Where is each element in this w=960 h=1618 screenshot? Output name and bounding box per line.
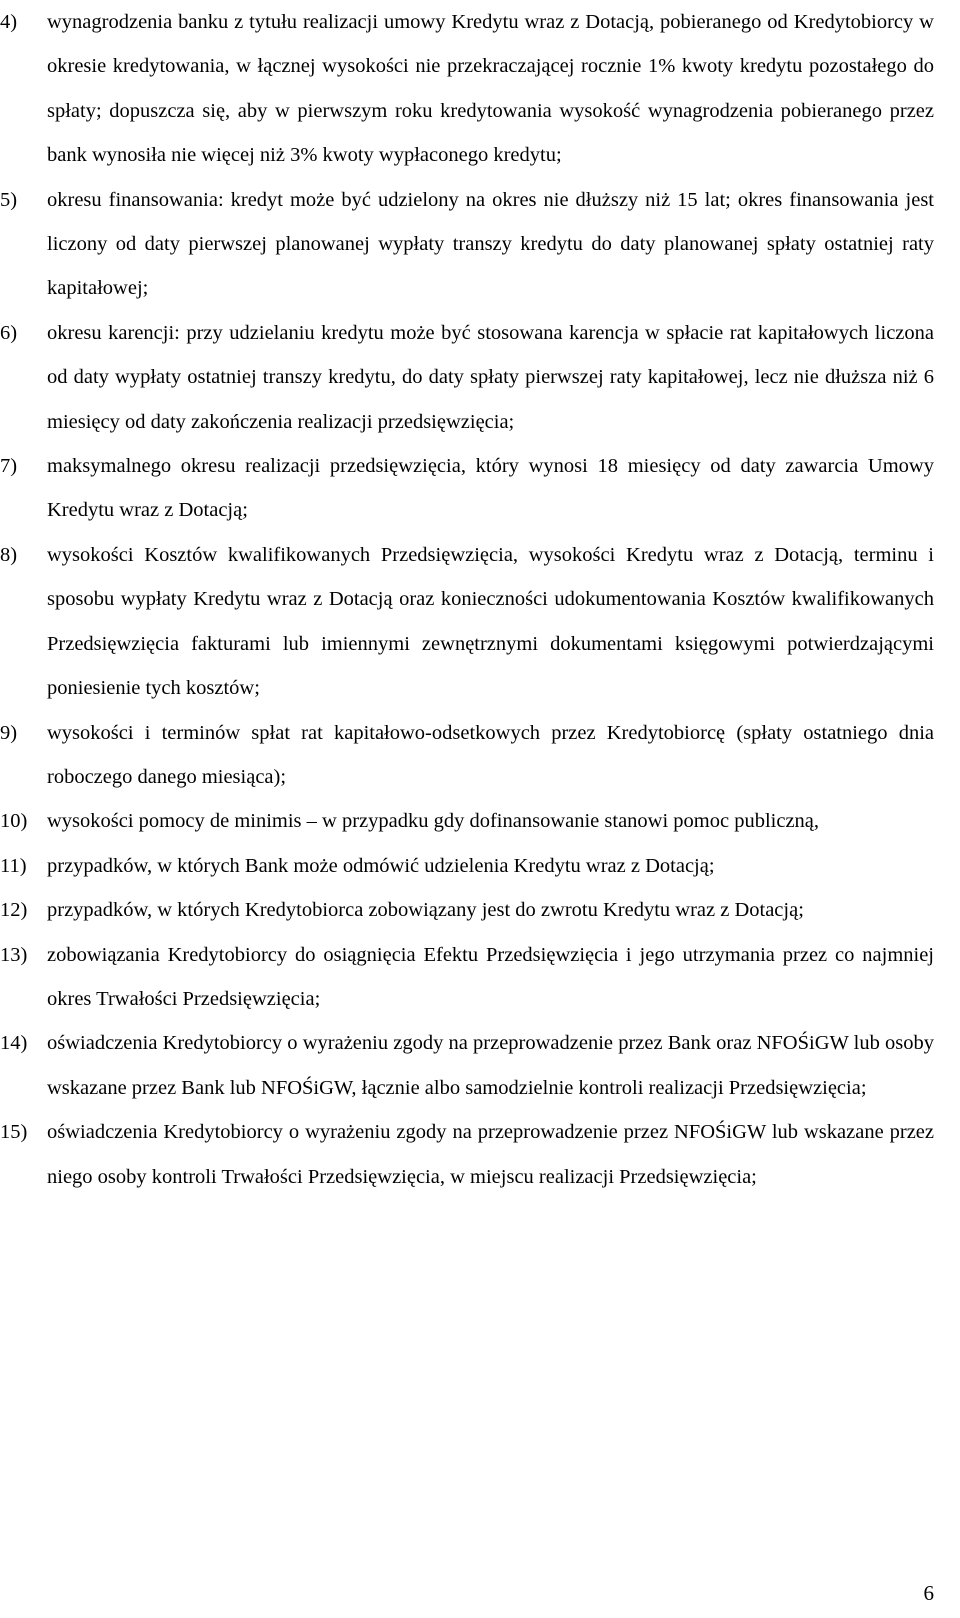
list-item-number: 11) [0, 854, 27, 877]
list-item-number: 13) [0, 943, 28, 966]
list-item-number: 6) [0, 321, 18, 344]
list-item [0, 1110, 960, 1199]
list-item-text: wysokości Kosztów kwalifikowanych Przedsięwzięcia, wysokości Kredytu wraz z Dotacją, terminu i sposobu wypłaty Kredytu wraz z Dotacją oraz konieczności udokumentowania Kosztów kwalifikowanych Przedsięwzięcia fakturami lub imiennymi zewnętrznymi dokumentami księgowymi potwierdzającymi poniesienie tych kosztów; [47, 543, 934, 700]
list-item [0, 311, 960, 444]
list-item-text: zobowiązania Kredytobiorcy do osiągnięcia Efektu Przedsięwzięcia i jego utrzymania przez co najmniej okres Trwałości Przedsięwzięcia; [47, 943, 934, 1010]
list-item [0, 178, 960, 311]
list-item [0, 799, 960, 843]
list-item [0, 1021, 960, 1110]
list-item-text: okresu karencji: przy udzielaniu kredytu może być stosowana karencja w spłacie rat kapitałowych liczona od daty wypłaty ostatniej transzy kredytu, do daty spłaty pierwszej raty kapitałowej, lecz nie dłuższa niż 6 miesięcy od daty zakończenia realizacji przedsięwzięcia; [47, 321, 934, 433]
list-item-text: przypadków, w których Kredytobiorca zobowiązany jest do zwrotu Kredytu wraz z Dotacją; [47, 899, 804, 922]
list-item-number: 4) [0, 11, 18, 33]
list-item-number: 12) [0, 899, 28, 922]
page-number: 6 [923, 1581, 934, 1605]
list-item [0, 844, 960, 888]
list-item-text: wynagrodzenia banku z tytułu realizacji umowy Kredytu wraz z Dotacją, pobieranego od Kredytobiorcy w okresie kredytowania, w łącznej wysokości nie przekraczającej rocznie 1% kwoty kredytu pozostałego do spłaty; dopuszcza się, aby w pierwszym roku kredytowania wysokość wynagrodzenia pobieranego przez bank wynosiła nie więcej niż 3% kwoty wypłaconego kredytu; [47, 11, 934, 167]
list-item-text: maksymalnego okresu realizacji przedsięwzięcia, który wynosi 18 miesięcy od daty zawarcia Umowy Kredytu wraz z Dotacją; [47, 455, 934, 522]
list-item-text: przypadków, w których Bank może odmówić udzielenia Kredytu wraz z Dotacją; [47, 854, 715, 877]
list-item-number: 7) [0, 455, 18, 478]
list-item-number: 9) [0, 721, 18, 744]
list-item-number: 8) [0, 543, 18, 566]
list-item-number: 10) [0, 810, 28, 833]
list-item-text: oświadczenia Kredytobiorcy o wyrażeniu zgody na przeprowadzenie przez NFOŚiGW lub wskazane przez niego osoby kontroli Trwałości Przedsięwzięcia, w miejscu realizacji Przedsięwzięcia; [47, 1121, 934, 1188]
list-item [0, 444, 960, 533]
list-item-number: 14) [0, 1032, 28, 1055]
list-item-number: 15) [0, 1121, 28, 1144]
list-item-text: oświadczenia Kredytobiorcy o wyrażeniu zgody na przeprowadzenie przez Bank oraz NFOŚiGW lub osoby wskazane przez Bank lub NFOŚiGW, łącznie albo samodzielnie kontroli realizacji Przedsięwzięcia; [47, 1032, 934, 1099]
list-item-text: wysokości i terminów spłat rat kapitałowo-odsetkowych przez Kredytobiorcę (spłaty ostatniego dnia roboczego danego miesiąca); [47, 721, 934, 788]
list-item [0, 533, 960, 711]
list-item [0, 933, 960, 1022]
list-item [0, 888, 960, 932]
list-item-text: wysokości pomocy de minimis – w przypadku gdy dofinansowanie stanowi pomoc publiczną, [47, 810, 820, 833]
list-item-text: okresu finansowania: kredyt może być udzielony na okres nie dłuższy niż 15 lat; okres finansowania jest liczony od daty pierwszej planowanej wypłaty transzy kredytu do daty planowanej spłaty ostatniej raty kapitałowej; [47, 188, 934, 300]
list-item [0, 0, 960, 178]
list-item-number: 5) [0, 188, 18, 211]
list-item [0, 711, 960, 800]
